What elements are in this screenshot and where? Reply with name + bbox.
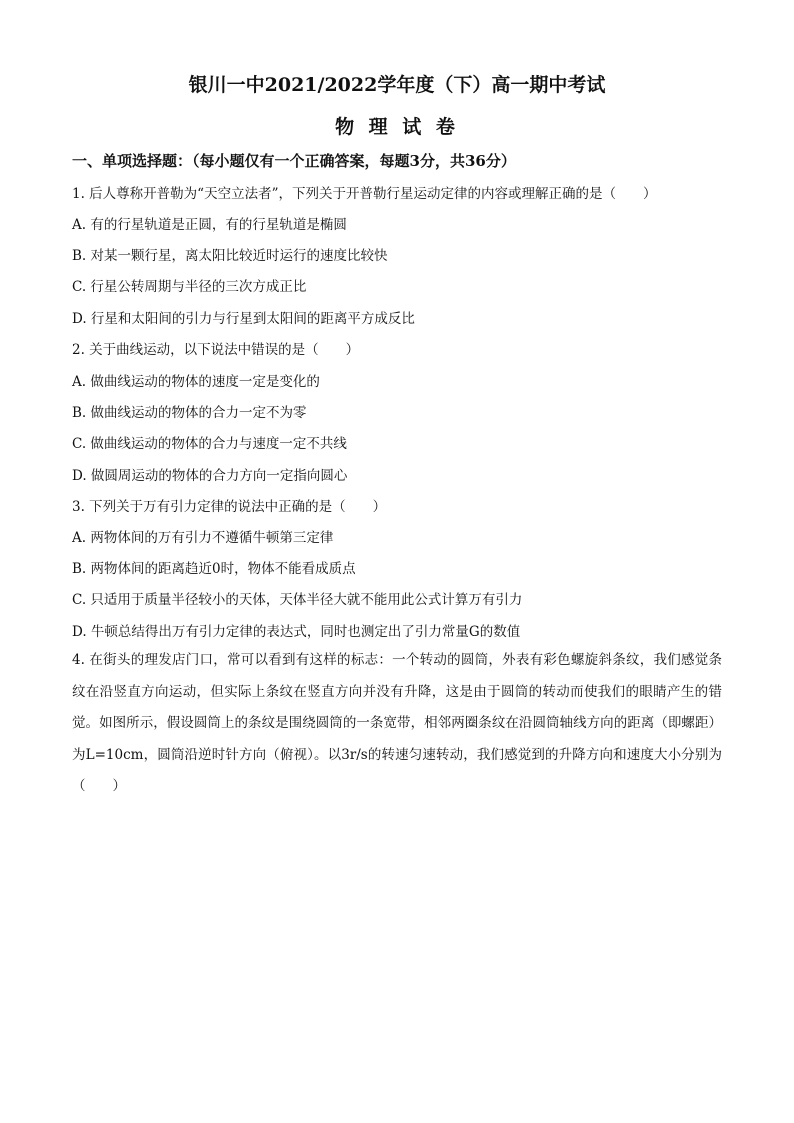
question-4-stem: 4. 在街头的理发店门口，常可以看到有这样的标志：一个转动的圆筒，外表有彩色螺旋斜条纹，我们感觉条纹在沿竖直方向运动，但实际上条纹在竖直方向并没有升降，这是由于圆筒的转动而使我们的眼睛产生的错觉。如图所示，假设圆筒上的条纹是围绕圆筒的一条宽带，相邻两圈条纹在沿圆筒轴线方向的距离（即螺距）为L=10cm，圆筒沿逆时针方向（俯视）。以3r/s的转速匀速转动，我们感觉到的升降方向和速度大小分别为（ ） (72, 652, 722, 794)
question-1-option-d: D. 行星和太阳间的引力与行星到太阳间的距离平方成反比 (72, 311, 415, 327)
question-2-option-d: D. 做圆周运动的物体的合力方向一定指向圆心 (72, 468, 348, 484)
exam-title: 银川一中2021/2022学年度（下）高一期中考试 (188, 74, 606, 96)
question-2-option-a: A. 做曲线运动的物体的速度一定是变化的 (72, 374, 320, 390)
question-2-option-c: C. 做曲线运动的物体的合力与速度一定不共线 (72, 436, 347, 452)
question-1-option-a: A. 有的行星轨道是正圆，有的行星轨道是椭圆 (72, 217, 347, 233)
question-2-stem: 2. 关于曲线运动，以下说法中错误的是（ ） (72, 342, 360, 358)
question-3-option-d: D. 牛顿总结得出万有引力定律的表达式，同时也测定出了引力常量G的数值 (72, 624, 521, 640)
question-3-option-b: B. 两物体间的距离趋近0时，物体不能看成质点 (72, 561, 356, 577)
question-1-option-b: B. 对某一颗行星，离太阳比较近时运行的速度比较快 (72, 248, 388, 264)
exam-subtitle: 物 理 试 卷 (335, 116, 459, 138)
question-1-option-c: C. 行星公转周期与半径的三次方成正比 (72, 279, 307, 295)
question-3-stem: 3. 下列关于万有引力定律的说法中正确的是（ ） (72, 499, 387, 515)
question-3-option-a: A. 两物体间的万有引力不遵循牛顿第三定律 (72, 530, 334, 546)
question-3-option-c: C. 只适用于质量半径较小的天体，天体半径大就不能用此公式计算万有引力 (72, 592, 523, 608)
question-2-option-b: B. 做曲线运动的物体的合力一定不为零 (72, 405, 307, 421)
section-heading: 一、单项选择题：（每小题仅有一个正确答案，每题3分，共36分） (72, 152, 516, 170)
question-1-stem: 1. 后人尊称开普勒为“天空立法者”，下列关于开普勒行星运动定律的内容或理解正确的是（ ） (72, 186, 657, 202)
